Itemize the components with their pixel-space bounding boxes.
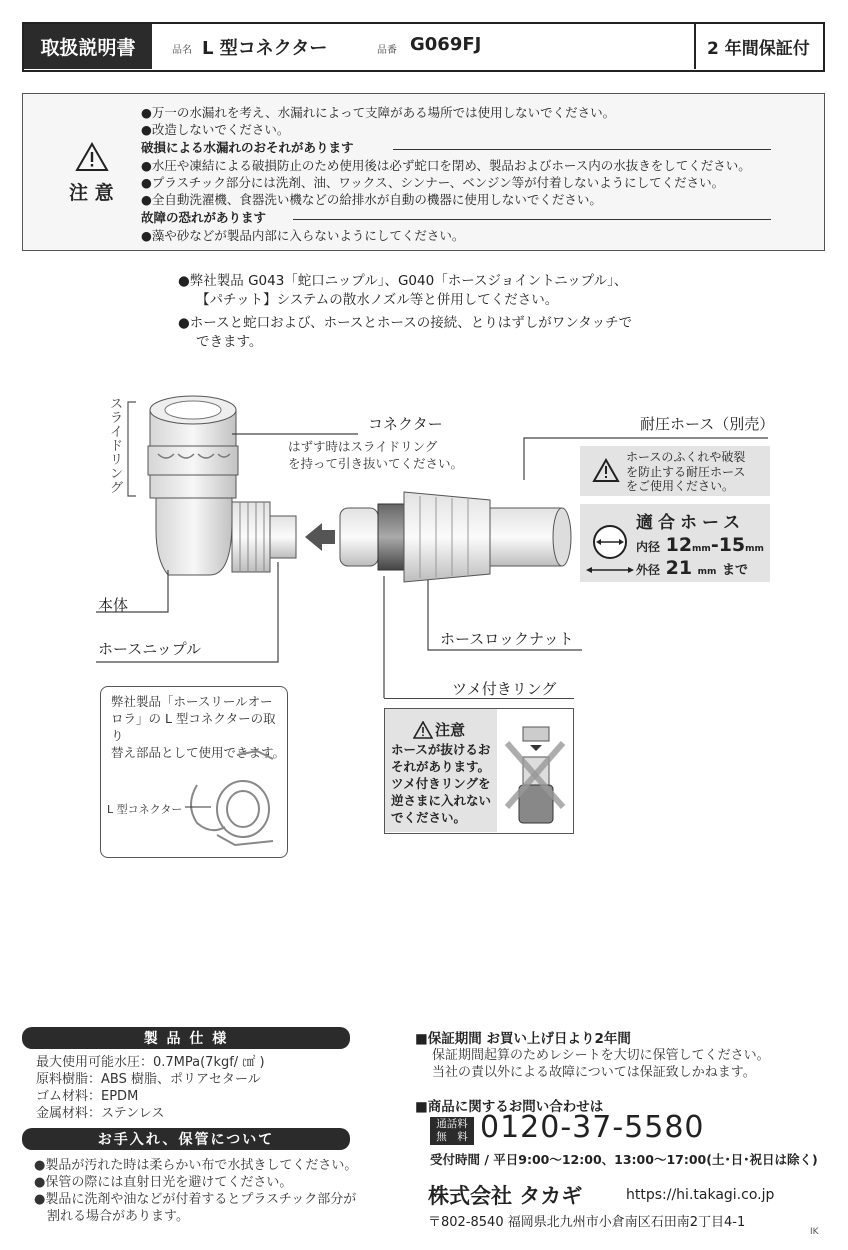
hose-warning-line: をご使用ください。 — [626, 479, 735, 493]
inner-label: 内径 — [636, 540, 661, 554]
warning-triangle-icon — [413, 721, 433, 739]
company-url[interactable]: https://hi.takagi.co.jp — [626, 1187, 775, 1203]
warranty-line: 当社の責以外による故障については保証致しかねます。 — [432, 1065, 756, 1080]
heading-rule — [293, 219, 771, 220]
claw-caution-line: 逆さまに入れない — [391, 793, 492, 808]
usage-line: できます。 — [196, 334, 263, 350]
outer-unit: mm — [697, 567, 717, 577]
claw-caution-line: ツメ付きリングを — [391, 776, 491, 791]
warning-triangle-icon — [592, 458, 620, 483]
product-name-label: 品名 — [172, 45, 192, 56]
caution-box — [22, 93, 825, 251]
hose-warning-box — [580, 446, 770, 496]
care-row: ●製品に洗剤や油などが付着するとプラスチック部分が — [34, 1192, 357, 1207]
claw-ring-underline — [384, 698, 574, 699]
removal-note-line: を持って引き抜いてください。 — [288, 456, 464, 471]
lock-nut-label: ホースロックナット — [440, 630, 574, 648]
spec-row: 金属材料：ステンレス — [36, 1106, 165, 1121]
reel-note-line: ロラ」の L 型コネクターの取り — [111, 711, 276, 743]
hose-warning-line: を防止する耐圧ホース — [626, 464, 746, 479]
usage-line: ●弊社製品 G043「蛇口ニップル」、G040「ホースジョイントニップル」、 — [178, 273, 628, 289]
company-name: 株式会社 タカギ — [428, 1184, 583, 1208]
toll-free-line: 通話料 — [436, 1118, 468, 1130]
reel-connector-label: L 型コネクター — [107, 803, 183, 816]
company-address: 〒802-8540 福岡県北九州市小倉南区石田南2丁目4-1 — [428, 1215, 746, 1230]
warranty-heading: ■保証期間 お買い上げ日より2年間 — [415, 1031, 631, 1047]
claw-caution-line: それがあります。 — [391, 759, 491, 774]
caution-item: ●全自動洗濯機、食器洗い機などの給排水が自動の機器に使用しないでください。 — [141, 192, 602, 207]
toll-free-badge — [430, 1117, 474, 1145]
contact-heading: ■商品に関するお問い合わせは — [415, 1099, 604, 1115]
hose-reel-illustration — [177, 745, 285, 853]
specs-title: 製 品 仕 様 — [22, 1027, 350, 1049]
inner-diameter — [636, 534, 764, 556]
inner-unit: mm — [692, 544, 711, 554]
outer-label: 外径 — [636, 563, 661, 577]
product-no-label: 品番 — [377, 45, 397, 56]
removal-note-line: はずす時はスライドリング — [288, 439, 438, 454]
claw-ring-label: ツメ付きリング — [452, 680, 557, 698]
caution-heading-failure: 故障の恐れがあります — [141, 210, 267, 225]
care-title: お手入れ、保管について — [22, 1128, 350, 1150]
phone-number[interactable]: 0120-37-5580 — [480, 1110, 705, 1145]
outer-value: 21 — [665, 557, 693, 579]
pressure-hose-label: 耐圧ホース（別売） — [640, 415, 775, 433]
reel-note-line: 弊社製品「ホースリールオー — [111, 694, 273, 709]
warning-triangle-icon — [75, 142, 109, 172]
spec-row: 最大使用可能水圧：0.7MPa(7kgf/ ㎠ ) — [36, 1055, 265, 1070]
hose-reel-box — [100, 686, 288, 858]
connector-label: コネクター — [368, 415, 443, 433]
claw-caution-line: でください。 — [391, 810, 467, 825]
claw-caution-text — [391, 741, 491, 826]
product-name: L 型コネクター — [202, 38, 328, 59]
fit-hose-title: 適合ホース — [636, 513, 746, 533]
caution-item: ●水圧や凍結による破損防止のため使用後は必ず蛇口を閉め、製品およびホース内の水抜きをしてください。 — [141, 158, 751, 173]
caution-heading-leak: 破損による水漏れのおそれがあります — [141, 140, 354, 155]
product-no: G069FJ — [410, 34, 482, 55]
spec-row: ゴム材料：EPDM — [36, 1089, 139, 1104]
body-label: 本体 — [98, 596, 129, 614]
hose-warning-line: ホースのふくれや破裂 — [626, 450, 746, 464]
care-row: ●保管の際には直射日光を避けてください。 — [34, 1175, 293, 1190]
header-bar — [22, 22, 825, 72]
claw-caution-title: 注意 — [435, 721, 466, 739]
claw-caution-line: ホースが抜けるお — [391, 742, 491, 757]
caution-item: ●プラスチック部分には洗剤、油、ワックス、シンナー、ベンジン等が付着しないようにしてください。 — [141, 175, 725, 190]
usage-line: 【パチット】システムの散水ノズル等と併用してください。 — [196, 292, 559, 308]
usage-line: ●ホースと蛇口および、ホースとホースの接続、とりはずしがワンタッチで — [178, 315, 633, 331]
hose-nipple-label: ホースニップル — [98, 640, 202, 658]
care-row: 割れる場合があります。 — [34, 1209, 189, 1224]
outer-diameter — [636, 557, 748, 579]
inner-value-2: -15 — [710, 534, 746, 556]
heading-rule — [393, 149, 771, 150]
hose-warning-text — [626, 450, 745, 494]
inner-value: 12 — [665, 534, 693, 556]
doc-code: IK — [810, 1227, 819, 1237]
outer-suffix: まで — [721, 563, 748, 578]
caution-item: ●万一の水漏れを考え、水漏れによって支障がある場所では使用しないでください。 — [141, 105, 616, 120]
header-divider — [694, 24, 696, 69]
caution-item: ●藻や砂などが製品内部に入らないようにしてください。 — [141, 228, 465, 243]
caution-title: 注 意 — [69, 182, 114, 204]
spec-row: 原料樹脂：ABS 樹脂、ポリアセタール — [36, 1072, 261, 1087]
wrong-insertion-illustration — [503, 717, 569, 829]
manual-label: 取扱説明書 — [24, 24, 152, 69]
claw-caution-box — [384, 708, 574, 834]
caution-item: ●改造しないでください。 — [141, 122, 290, 137]
toll-free-line: 無 料 — [436, 1131, 468, 1143]
hours: 受付時間 / 平日9:00～12:00、13:00～17:00(土･日･祝日は除く) — [430, 1152, 818, 1167]
slide-ring-label: スライドリング — [110, 397, 124, 496]
care-row: ●製品が汚れた時は柔らかい布で水拭きしてください。 — [34, 1158, 358, 1173]
inner-unit-2: mm — [745, 544, 764, 554]
fit-hose-box — [580, 504, 770, 582]
removal-note — [288, 438, 463, 472]
warranty-line: 保証期間起算のためレシートを大切に保管してください。 — [432, 1048, 770, 1063]
warranty-label: 2 年間保証付 — [707, 39, 810, 59]
reel-note-line: 替え部品として使用できます。 — [111, 745, 286, 760]
hose-diameter-icon — [586, 518, 634, 578]
